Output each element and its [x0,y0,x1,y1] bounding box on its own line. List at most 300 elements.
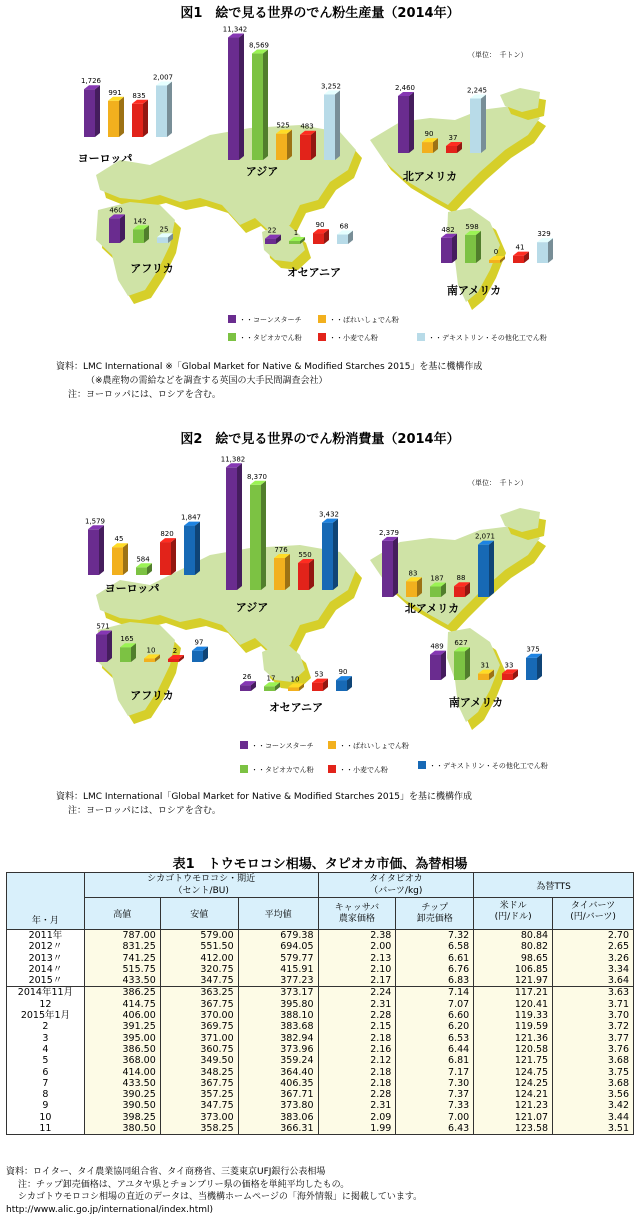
table-cell: 3.51 [553,1123,634,1135]
bar-label-ヨーロッパ-コーンスターチ: 1,579 [84,517,106,526]
table-cell: 6.60 [396,1010,474,1021]
col-low: 安値 [160,898,238,930]
bar-ヨーロッパ-小麦でん粉-side [171,538,176,575]
row-label: 4 [7,1044,85,1055]
legend-swatch-タピオカでん粉 [240,765,248,773]
table-row [7,1123,634,1135]
table-cell: 2.24 [318,987,396,999]
table-cell: 373.80 [238,1100,318,1111]
table-cell: 388.10 [238,1010,318,1021]
bar-label-南アメリカ-ばれいしょでん粉: 31 [480,661,490,670]
bar-アジア-タピオカでん粉-side [263,50,268,160]
region-label-アフリカ: アフリカ [130,689,174,702]
table-cell: 3.26 [553,953,634,964]
table-cell: 6.81 [396,1055,474,1066]
bar-北アメリカ-コーンスターチ-side [409,92,414,153]
table-cell: 412.00 [160,953,238,964]
bar-ヨーロッパ-コーンスターチ-side [99,525,104,575]
table-cell: 7.17 [396,1067,474,1078]
bar-label-アジア-コーンスターチ: 11,382 [220,455,246,464]
bar-アジア-デキストリン・その他化工でん粉-side [333,519,338,590]
table-cell: 7.07 [396,999,474,1010]
bar-アジア-デキストリン・その他化工でん粉-side [335,90,340,160]
legend-label-ばれいしょでん粉: ・・ばれいしょでん粉 [329,316,399,324]
bar-アフリカ-コーンスターチ [96,635,107,662]
table-cell: 694.05 [238,941,318,952]
bar-北アメリカ-デキストリン・その他化工でん粉 [478,545,489,597]
bar-label-北アメリカ-小麦でん粉: 88 [456,574,466,583]
region-label-南アメリカ: 南アメリカ [448,696,504,709]
table-cell: 120.41 [474,999,553,1010]
bar-label-南アメリカ-デキストリン・その他化工でん粉: 375 [526,645,540,654]
bar-アジア-デキストリン・その他化工でん粉 [324,94,335,160]
bar-label-アジア-デキストリン・その他化工でん粉: 3,432 [318,510,340,519]
table-cell: 2.13 [318,953,396,964]
table-cell: 370.00 [160,1010,238,1021]
bar-北アメリカ-コーンスターチ-side [393,537,398,597]
table-row [7,930,634,942]
table-cell: 320.75 [160,964,238,975]
bar-ヨーロッパ-ばれいしょでん粉 [108,101,119,137]
bar-label-ヨーロッパ-コーンスターチ: 1,726 [80,77,102,86]
col-high: 高値 [84,898,160,930]
bar-label-ヨーロッパ-小麦でん粉: 835 [132,91,146,100]
bar-南アメリカ-デキストリン・その他化工でん粉 [526,658,537,680]
table-cell: 373.17 [238,987,318,999]
table-cell: 377.23 [238,975,318,987]
land-africa [96,202,175,296]
table-cell: 414.75 [84,999,160,1010]
legend-swatch-コーンスターチ [240,741,248,749]
table-cell: 2.16 [318,1044,396,1055]
table-cell: 395.80 [238,999,318,1010]
legend-swatch-デキストリン・その他化工でん粉 [417,333,425,341]
table-cell: 348.25 [160,1067,238,1078]
table-cell: 121.36 [474,1033,553,1044]
table-cell: 551.50 [160,941,238,952]
legend-label-コーンスターチ: ・・コーンスターチ [251,742,314,750]
bar-label-北アメリカ-デキストリン・その他化工でん粉: 2,245 [466,86,488,95]
bar-label-南アメリカ-デキストリン・その他化工でん粉: 329 [537,230,551,239]
table-cell: 364.40 [238,1067,318,1078]
bar-北アメリカ-タピオカでん粉 [430,587,441,597]
table-cell: 124.25 [474,1078,553,1089]
figure-2-source: 資料：LMC International「Global Market for Native & Modified Starches 2015」を基に機構作成 [56,792,473,802]
table-cell: 3.42 [553,1100,634,1111]
table-row [7,1067,634,1078]
bar-北アメリカ-コーンスターチ [382,541,393,597]
table-cell: 368.00 [84,1055,160,1066]
bar-南アメリカ-コーンスターチ-side [441,651,446,680]
bar-label-オセアニア-小麦でん粉: 53 [314,670,324,679]
table-cell: 7.32 [396,930,474,942]
bar-アジア-コーンスターチ-side [237,463,242,590]
table-cell: 369.75 [160,1021,238,1032]
bar-アジア-小麦でん粉 [300,135,311,160]
bar-ヨーロッパ-コーンスターチ-side [95,85,100,137]
table-1-title: 表1 トウモロコシ相場、タピオカ市価、為替相場 [172,857,468,872]
bar-アジア-タピオカでん粉 [252,54,263,160]
bar-label-ヨーロッパ-タピオカでん粉: 584 [136,555,150,564]
row-label: 12 [7,999,85,1010]
figure-1-source-sub: （※農産物の需給などを調査する英国の大手民間調査会社） [86,376,328,386]
row-label: 2014年11月 [7,987,85,999]
bar-アジア-小麦でん粉 [298,563,309,590]
table-cell: 2.38 [318,930,396,942]
bar-ヨーロッパ-ばれいしょでん粉-side [119,97,124,137]
table-cell: 787.00 [84,930,160,942]
bar-label-オセアニア-小麦でん粉: 90 [315,221,325,230]
group-thai-tapioca: タイタピオカ （バーツ/kg) [318,873,474,898]
table-cell: 380.50 [84,1123,160,1135]
table-cell: 2.70 [553,930,634,942]
bar-アフリカ-デキストリン・その他化工でん粉 [192,651,203,662]
region-label-南アメリカ: 南アメリカ [446,284,502,297]
bar-南アメリカ-デキストリン・その他化工でん粉-side [537,654,542,680]
table-row [7,941,634,952]
legend-swatch-デキストリン・その他化工でん粉 [418,761,426,769]
table-source-line-2: 注：チップ卸売価格は、アユタヤ県とチョンブリー県の価格を単純平均したもの。 [18,1179,350,1190]
bar-北アメリカ-小麦でん粉 [446,146,457,153]
table-row [7,1078,634,1089]
table-row [7,999,634,1010]
table-cell: 124.21 [474,1089,553,1100]
bar-label-アフリカ-コーンスターチ: 460 [109,206,123,215]
table-cell: 119.33 [474,1010,553,1021]
market-table-body [7,930,634,1135]
table-cell: 390.25 [84,1089,160,1100]
bar-南アメリカ-タピオカでん粉 [465,235,476,263]
bar-ヨーロッパ-ばれいしょでん粉-side [123,543,128,575]
bar-アフリカ-コーンスターチ-side [120,214,125,243]
table-cell: 398.25 [84,1112,160,1123]
table-cell: 106.85 [474,964,553,975]
table-cell: 391.25 [84,1021,160,1032]
bar-南アメリカ-デキストリン・その他化工でん粉-side [548,238,553,263]
bar-label-北アメリカ-デキストリン・その他化工でん粉: 2,071 [474,532,496,541]
bar-南アメリカ-コーンスターチ [430,655,441,680]
table-cell: 6.20 [396,1021,474,1032]
bar-label-アフリカ-タピオカでん粉: 165 [120,635,134,644]
bar-label-オセアニア-コーンスターチ: 26 [242,673,252,682]
figure-2-note: 注：ヨーロッパには、ロシアを含む。 [68,806,221,816]
col-period: 年・月 [7,873,85,930]
table-cell: 3.68 [553,1078,634,1089]
legend-label-ばれいしょでん粉: ・・ばれいしょでん粉 [339,742,409,750]
table-cell: 124.75 [474,1067,553,1078]
table-cell: 117.21 [474,987,553,999]
bar-label-北アメリカ-コーンスターチ: 2,460 [394,83,416,92]
legend-label-タピオカでん粉: ・・タピオカでん粉 [251,766,314,774]
bar-label-アジア-小麦でん粉: 483 [300,122,314,131]
table-row [7,1044,634,1055]
table-cell: 347.75 [160,1100,238,1111]
table-cell: 2.00 [318,941,396,952]
bar-ヨーロッパ-タピオカでん粉 [136,567,147,575]
row-label: 2 [7,1021,85,1032]
table-cell: 3.56 [553,1089,634,1100]
table-cell: 2.65 [553,941,634,952]
figure-1-source: 資料：LMC International ※「Global Market for Native & Modified Starches 2015」を基に機構作成 [56,362,483,372]
table-row [7,1089,634,1100]
table-cell: 367.75 [160,999,238,1010]
bar-アジア-デキストリン・その他化工でん粉 [322,523,333,590]
table-cell: 121.97 [474,975,553,987]
region-label-アフリカ: アフリカ [130,262,174,275]
row-label: 2015年1月 [7,1010,85,1021]
table-cell: 414.00 [84,1067,160,1078]
region-label-北アメリカ: 北アメリカ [402,170,458,183]
row-label: 10 [7,1112,85,1123]
bar-label-アジア-タピオカでん粉: 8,569 [248,41,270,50]
table-cell: 406.35 [238,1078,318,1089]
table-cell: 579.77 [238,953,318,964]
table-cell: 515.75 [84,964,160,975]
bar-アジア-小麦でん粉-side [309,559,314,590]
bar-北アメリカ-小麦でん粉 [454,586,465,597]
bar-label-ヨーロッパ-ばれいしょでん粉: 45 [114,535,124,544]
bar-label-ヨーロッパ-ばれいしょでん粉: 991 [108,88,122,97]
legend-swatch-タピオカでん粉 [228,333,236,341]
table-cell: 395.00 [84,1033,160,1044]
row-label: 9 [7,1100,85,1111]
table-cell: 6.53 [396,1033,474,1044]
legend-swatch-小麦でん粉 [318,333,326,341]
bar-オセアニア-デキストリン・その他化工でん粉 [337,235,348,244]
bar-label-オセアニア-ばれいしょでん粉: 10 [290,675,300,684]
bar-ヨーロッパ-デキストリン・その他化工でん粉-side [167,81,172,137]
row-label: 11 [7,1123,85,1135]
bar-label-アフリカ-ばれいしょでん粉: 10 [146,646,156,655]
table-cell: 2.31 [318,999,396,1010]
table-cell: 1.99 [318,1123,396,1135]
table-cell: 433.50 [84,975,160,987]
table-cell: 2.18 [318,1067,396,1078]
table-cell: 7.37 [396,1089,474,1100]
table-cell: 415.91 [238,964,318,975]
table-cell: 386.50 [84,1044,160,1055]
bar-南アメリカ-小麦でん粉 [513,256,524,263]
bar-label-アフリカ-デキストリン・その他化工でん粉: 25 [159,225,169,234]
bar-アジア-ばれいしょでん粉-side [287,130,292,160]
bar-label-南アメリカ-コーンスターチ: 489 [430,642,444,651]
table-cell: 2.09 [318,1112,396,1123]
table-row [7,1033,634,1044]
figure-2-map-chart [0,420,640,830]
region-label-アジア: アジア [245,165,279,178]
bar-label-アジア-コーンスターチ: 11,342 [222,25,248,34]
table-cell: 359.24 [238,1055,318,1066]
table-cell: 382.94 [238,1033,318,1044]
bar-北アメリカ-デキストリン・その他化工でん粉-side [481,95,486,153]
table-cell: 2.17 [318,975,396,987]
table-cell: 3.76 [553,1044,634,1055]
bar-label-ヨーロッパ-デキストリン・その他化工でん粉: 2,007 [152,73,174,82]
bar-北アメリカ-ばれいしょでん粉 [422,142,433,153]
table-cell: 831.25 [84,941,160,952]
region-label-ヨーロッパ: ヨーロッパ [77,152,133,165]
bar-南アメリカ-タピオカでん粉-side [476,231,481,263]
table-cell: 121.07 [474,1112,553,1123]
bar-ヨーロッパ-コーンスターチ [84,89,95,137]
table-cell: 3.75 [553,1067,634,1078]
bar-ヨーロッパ-小麦でん粉 [160,542,171,575]
bar-アフリカ-ばれいしょでん粉 [144,658,155,662]
region-label-アジア: アジア [235,601,269,614]
bar-label-アフリカ-デキストリン・その他化工でん粉: 97 [194,638,204,647]
table-cell: 371.00 [160,1033,238,1044]
table-cell: 6.83 [396,975,474,987]
bar-南アメリカ-ばれいしょでん粉 [478,674,489,680]
bar-ヨーロッパ-コーンスターチ [88,529,99,575]
region-label-オセアニア: オセアニア [268,701,324,714]
table-cell: 121.23 [474,1100,553,1111]
bar-label-アジア-小麦でん粉: 550 [298,551,312,560]
region-label-ヨーロッパ: ヨーロッパ [104,582,160,595]
bar-オセアニア-コーンスターチ [240,685,251,691]
bar-北アメリカ-デキストリン・その他化工でん粉-side [489,541,494,597]
bar-label-北アメリカ-ばれいしょでん粉: 83 [408,569,418,578]
table-cell: 2.28 [318,1089,396,1100]
region-label-北アメリカ: 北アメリカ [404,602,460,615]
table-cell: 119.59 [474,1021,553,1032]
bar-アフリカ-デキストリン・その他化工でん粉 [157,237,168,243]
bar-アフリカ-コーンスターチ [109,218,120,243]
table-source-line-3: シカゴトウモロコシ相場の直近のデータは、当機構ホームページの「海外情報」に掲載しています。 [18,1192,423,1202]
table-cell: 6.61 [396,953,474,964]
table-cell: 383.06 [238,1112,318,1123]
bar-南アメリカ-コーンスターチ-side [452,234,457,263]
bar-北アメリカ-デキストリン・その他化工でん粉 [470,99,481,153]
table-cell: 367.75 [160,1078,238,1089]
table-cell: 363.25 [160,987,238,999]
table-cell: 80.84 [474,930,553,942]
table-cell: 373.00 [160,1112,238,1123]
table-cell: 3.77 [553,1033,634,1044]
bar-南アメリカ-デキストリン・その他化工でん粉 [537,242,548,263]
table-cell: 366.31 [238,1123,318,1135]
legend-label-コーンスターチ: ・・コーンスターチ [239,316,302,324]
bar-アフリカ-タピオカでん粉 [133,229,144,243]
bar-オセアニア-タピオカでん粉 [264,686,275,691]
bar-アフリカ-コーンスターチ-side [107,631,112,662]
bar-ヨーロッパ-小麦でん粉-side [143,100,148,137]
figure-2-notes [56,790,472,818]
row-label: 8 [7,1089,85,1100]
bar-オセアニア-タピオカでん粉 [289,241,300,244]
figure-1-map-chart [0,0,640,410]
col-avg: 平均値 [238,898,318,930]
table-row [7,1100,634,1111]
table-cell: 6.43 [396,1123,474,1135]
table-cell: 2.31 [318,1100,396,1111]
table-cell: 7.14 [396,987,474,999]
row-label: 3 [7,1033,85,1044]
table-cell: 3.70 [553,1010,634,1021]
table-row [7,1010,634,1021]
bar-ヨーロッパ-ばれいしょでん粉 [112,547,123,575]
figure-1-title: 図1 絵で見る世界のでん粉生産量（2014年） [180,6,460,21]
table-row [7,953,634,964]
bar-label-オセアニア-デキストリン・その他化工でん粉: 90 [338,668,348,677]
bar-label-南アメリカ-タピオカでん粉: 627 [454,639,468,648]
bar-アジア-タピオカでん粉-side [261,481,266,590]
table-cell: 3.72 [553,1021,634,1032]
legend-label-タピオカでん粉: ・・タピオカでん粉 [239,334,302,342]
bar-label-アフリカ-小麦でん粉: 2 [172,647,178,655]
table-cell: 406.00 [84,1010,160,1021]
bar-アジア-ばれいしょでん粉 [274,558,285,590]
table-cell: 3.64 [553,975,634,987]
bar-南アメリカ-小麦でん粉 [502,673,513,680]
figure-1-note: 注：ヨーロッパには、ロシアを含む。 [68,390,221,400]
table-cell: 6.44 [396,1044,474,1055]
bar-label-北アメリカ-小麦でん粉: 37 [448,134,458,143]
group-exchange-tts: 為替TTS [474,873,634,898]
table-cell: 7.00 [396,1112,474,1123]
col-cassava: キャッサバ 農家価格 [318,898,396,930]
bar-label-南アメリカ-小麦でん粉: 33 [504,661,514,670]
bar-オセアニア-小麦でん粉 [312,683,323,691]
table-cell: 373.96 [238,1044,318,1055]
bar-label-アジア-ばれいしょでん粉: 525 [276,121,290,130]
table-cell: 741.25 [84,953,160,964]
legend-label-デキストリン・その他化工でん粉: ・・デキストリン・その他化工でん粉 [429,762,548,770]
table-source-line-4: http://www.alic.go.jp/international/index.html) [6,1204,213,1215]
legend-label-小麦でん粉: ・・小麦でん粉 [329,334,378,342]
bar-label-オセアニア-タピオカでん粉: 1 [293,229,299,237]
bar-label-ヨーロッパ-デキストリン・その他化工でん粉: 1,847 [180,513,202,522]
row-label: 2015〃 [7,975,85,987]
bar-アジア-タピオカでん粉 [250,485,261,590]
table-cell: 2.12 [318,1055,396,1066]
legend-label-デキストリン・その他化工でん粉: ・・デキストリン・その他化工でん粉 [428,334,547,342]
table-cell: 6.76 [396,964,474,975]
table-cell: 433.50 [84,1078,160,1089]
bar-label-北アメリカ-ばれいしょでん粉: 90 [424,130,434,139]
table-source [6,1166,422,1216]
table-cell: 679.38 [238,930,318,942]
bar-アフリカ-小麦でん粉 [168,659,179,662]
figure-1 [0,0,640,410]
table-cell: 2.28 [318,1010,396,1021]
figure-2 [0,420,640,830]
bar-label-オセアニア-タピオカでん粉: 17 [266,674,276,683]
bar-label-北アメリカ-タピオカでん粉: 187 [430,574,444,583]
table-cell: 3.68 [553,1055,634,1066]
bar-label-南アメリカ-タピオカでん粉: 598 [465,222,479,231]
bar-ヨーロッパ-デキストリン・その他化工でん粉-side [195,522,200,575]
bar-アジア-ばれいしょでん粉 [276,134,287,160]
figure-2-unit: （単位： 千トン） [468,479,528,487]
bar-ヨーロッパ-小麦でん粉 [132,104,143,137]
table-cell: 386.25 [84,987,160,999]
legend-swatch-小麦でん粉 [328,765,336,773]
bar-南アメリカ-タピオカでん粉-side [465,647,470,680]
table-cell: 123.58 [474,1123,553,1135]
table-row [7,1112,634,1123]
table-row [7,975,634,987]
bar-南アメリカ-コーンスターチ [441,238,452,263]
table-cell: 3.44 [553,1112,634,1123]
row-label: 6 [7,1067,85,1078]
bar-アジア-小麦でん粉-side [311,131,316,160]
bar-オセアニア-ばれいしょでん粉 [288,687,299,691]
bar-南アメリカ-タピオカでん粉 [454,651,465,680]
bar-オセアニア-コーンスターチ [265,239,276,244]
table-cell: 3.71 [553,999,634,1010]
figure-2-title: 図2 絵で見る世界のでん粉消費量（2014年） [180,432,460,447]
